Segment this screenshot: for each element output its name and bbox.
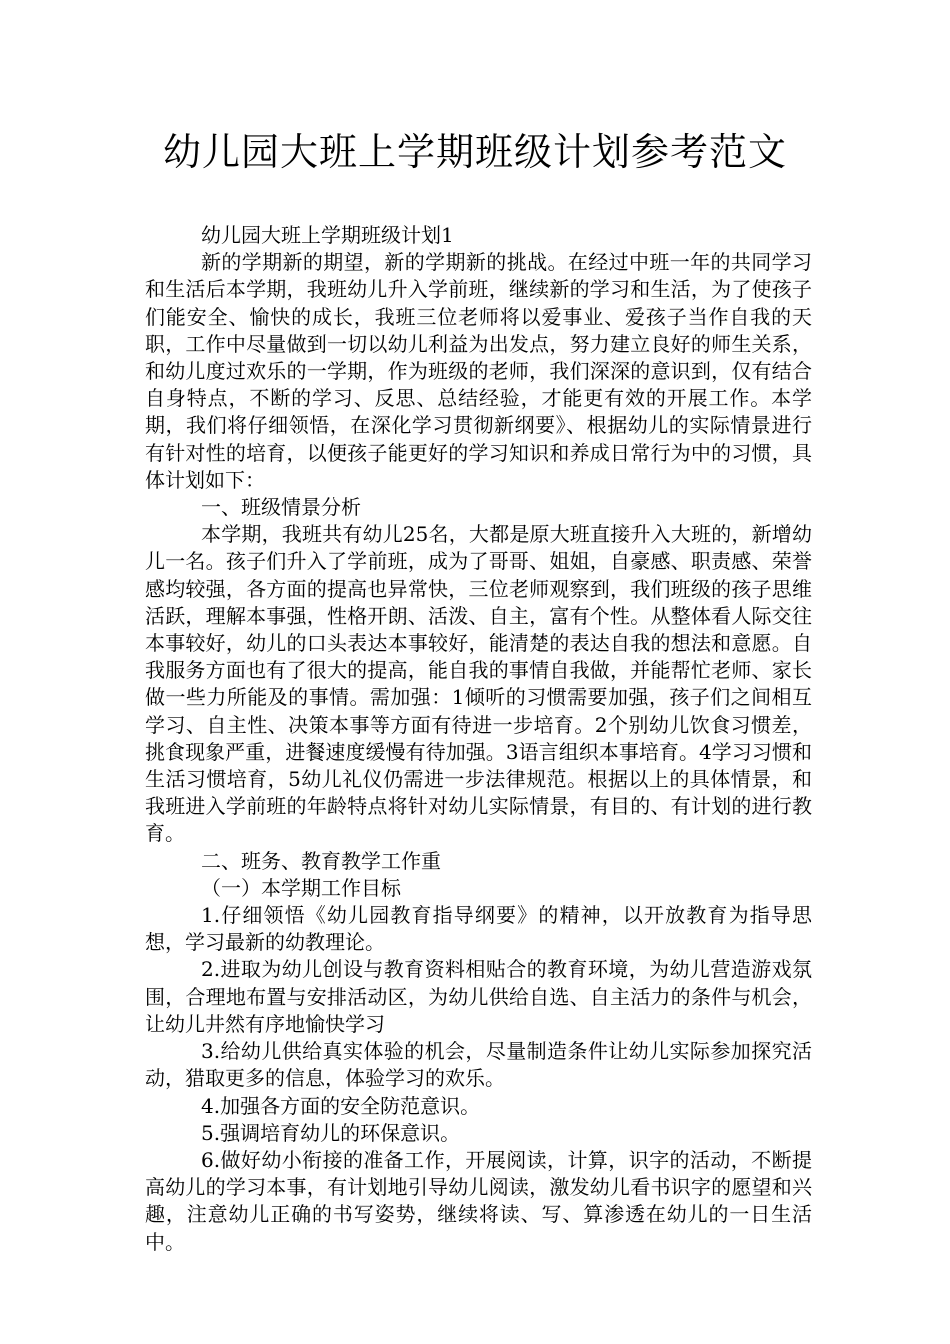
goal-item-2: 2.进取为幼儿创设与教育资料相贴合的教育环境，为幼儿营造游戏氛围，合理地布置与安排活动区，为幼儿供给自选、自主活力的条件与机会，让幼儿井然有序地愉快学习 xyxy=(145,957,812,1036)
intro-paragraph: 新的学期新的期望，新的学期新的挑战。在经过中班一年的共同学习和生活后本学期，我班幼儿升入学前班，继续新的学习和生活，为了使孩子们能安全、愉快的成长，我班三位老师将以爱事业、爱孩子当作自我的天职，工作中尽量做到一切以幼儿利益为出发点，努力建立良好的师生关系，和幼儿度过欢乐的一学期，作为班级的老师，我们深深的意识到，仅有结合自身特点，不断的学习、反思、总结经验，才能更有效的开展工作。本学期，我们将仔细领悟，在深化学习贯彻新纲要》、根据幼儿的实际情景进行有针对性的培育，以便孩子能更好的学习知识和养成日常行为中的习惯，具体计划如下： xyxy=(145,250,812,492)
goal-item-6: 6.做好幼小衔接的准备工作，开展阅读，计算，识字的活动，不断提高幼儿的学习本事，有计划地引导幼儿阅读，激发幼儿看书识字的愿望和兴趣，注意幼儿正确的书写姿势，继续将读、写、算渗透在幼儿的一日生活中。 xyxy=(145,1147,812,1254)
goal-item-4: 4.加强各方面的安全防范意识。 xyxy=(201,1093,481,1118)
goal-item-5: 5.强调培育幼儿的环保意识。 xyxy=(201,1120,461,1145)
goal-item-1: 1.仔细领悟《幼儿园教育指导纲要》的精神，以开放教育为指导思想，学习最新的幼教理论。 xyxy=(145,903,812,955)
document-body xyxy=(145,222,812,1256)
section-heading-2: 二、班务、教育教学工作重 xyxy=(201,848,441,873)
subtitle-paragraph: 幼儿园大班上学期班级计划1 xyxy=(201,223,454,247)
class-analysis-paragraph: 本学期，我班共有幼儿25名，大都是原大班直接升入大班的，新增幼儿一名。孩子们升入了学前班，成为了哥哥、姐姐，自豪感、职责感、荣誉感均较强，各方面的提高也异常快，三位老师观察到，我们班级的孩子思维活跃，理解本事强，性格开朗、活泼、自主，富有个性。从整体看人际交往本事较好，幼儿的口头表达本事较好，能清楚的表达自我的想法和意愿。自我服务方面也有了很大的提高，能自我的事情自我做，并能帮忙老师、家长做一些力所能及的事情。需加强：1倾听的习惯需要加强，孩子们之间相互学习、自主性、决策本事等方面有待进一步培育。2个别幼儿饮食习惯差，挑食现象严重，进餐速度缓慢有待加强。3语言组织本事培育。4学习习惯和生活习惯培育，5幼儿礼仪仍需进一步法律规范。根据以上的具体情景，和我班进入学前班的年龄特点将针对幼儿实际情景，有目的、有计划的进行教育。 xyxy=(145,522,812,846)
section-heading-1: 一、班级情景分析 xyxy=(201,495,361,520)
document-title: 幼儿园大班上学期班级计划参考范文 xyxy=(162,130,787,174)
subsection-heading-1: （一）本学期工作目标 xyxy=(201,875,401,900)
goal-item-3: 3.给幼儿供给真实体验的机会，尽量制造条件让幼儿实际参加探究活动，猎取更多的信息，体验学习的欢乐。 xyxy=(145,1039,812,1091)
